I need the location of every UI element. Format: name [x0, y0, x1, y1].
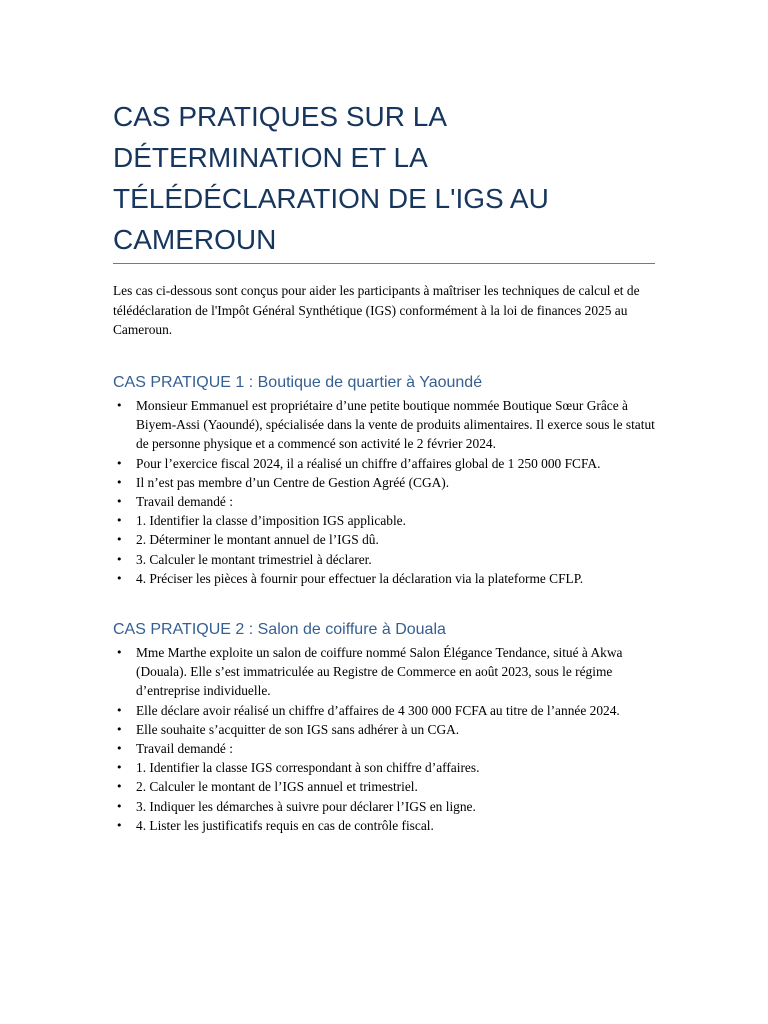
- bullet-icon: •: [116, 495, 123, 509]
- list-item-text: 1. Identifier la classe d’imposition IGS applicable.: [136, 513, 406, 529]
- intro-paragraph: Les cas ci-dessous sont conçus pour aider les participants à maîtriser les techniques de calcul et de télédéclaration de l'Impôt Général Synthétique (IGS) conformément à la loi de finances 2025 au Cameroun.: [113, 283, 640, 337]
- list-item-text: Pour l’exercice fiscal 2024, il a réalisé un chiffre d’affaires global de 1 250 000 FCFA.: [136, 455, 601, 471]
- list-item: [113, 550, 658, 569]
- list-item-text: 3. Calculer le montant trimestriel à déclarer.: [136, 551, 372, 567]
- list-item: [113, 797, 658, 816]
- bullet-icon: •: [116, 761, 123, 775]
- list-item: [113, 643, 658, 701]
- bullet-icon: •: [116, 818, 123, 832]
- case-2-heading: CAS PRATIQUE 2 : Salon de coiffure à Douala: [113, 621, 446, 638]
- case-1-heading: CAS PRATIQUE 1 : Boutique de quartier à Yaoundé: [113, 374, 483, 391]
- bullet-icon: •: [116, 780, 123, 794]
- list-item: [113, 530, 658, 549]
- list-item-text: Travail demandé :: [136, 494, 233, 510]
- list-item-text: 3. Indiquer les démarches à suivre pour déclarer l’IGS en ligne.: [136, 798, 476, 814]
- list-item: [113, 777, 658, 796]
- bullet-icon: •: [116, 475, 123, 489]
- title-underline: [113, 263, 655, 264]
- list-item-text: Travail demandé :: [136, 741, 233, 757]
- list-item: [113, 569, 658, 588]
- list-item: [113, 492, 658, 511]
- bullet-icon: •: [116, 514, 123, 528]
- list-item-text: Mme Marthe exploite un salon de coiffure nommé Salon Élégance Tendance, situé à Akwa (Douala). Elle s’est immatriculée au Registre de Commerce en août 2023, sous le régime d’entreprise individuelle.: [136, 645, 623, 699]
- list-item: [113, 758, 658, 777]
- document-title: CAS PRATIQUES SUR LA DÉTERMINATION ET LA TÉLÉDÉCLARATION DE L'IGS AU CAMEROUN: [113, 101, 549, 255]
- case-1-list: [113, 396, 658, 588]
- list-item-text: Elle souhaite s’acquitter de son IGS sans adhérer à un CGA.: [136, 721, 460, 737]
- bullet-icon: •: [116, 571, 123, 585]
- list-item: [113, 739, 658, 758]
- bullet-icon: •: [116, 456, 123, 470]
- bullet-icon: •: [116, 399, 123, 412]
- list-item-text: 4. Lister les justificatifs requis en cas de contrôle fiscal.: [136, 817, 434, 833]
- list-item: [113, 454, 658, 473]
- case-2-list: [113, 643, 658, 835]
- bullet-icon: •: [116, 552, 123, 566]
- list-item-text: 4. Préciser les pièces à fournir pour effectuer la déclaration via la plateforme CFLP.: [136, 570, 584, 586]
- list-item: [113, 396, 658, 454]
- list-item: [113, 701, 658, 720]
- list-item: [113, 720, 658, 739]
- list-item-text: 2. Déterminer le montant annuel de l’IGS dû.: [136, 532, 379, 548]
- bullet-icon: •: [116, 742, 123, 756]
- bullet-icon: •: [116, 533, 123, 547]
- list-item: [113, 511, 658, 530]
- list-item-text: Il n’est pas membre d’un Centre de Gestion Agréé (CGA).: [136, 474, 450, 490]
- list-item-text: 2. Calculer le montant de l’IGS annuel et trimestriel.: [136, 779, 418, 795]
- list-item-text: Elle déclare avoir réalisé un chiffre d’affaires de 4 300 000 FCFA au titre de l’année 2024.: [136, 702, 620, 718]
- list-item-text: Monsieur Emmanuel est propriétaire d’une petite boutique nommée Boutique Sœur Grâce à Biyem-Assi (Yaoundé), spécialisée dans la vente de produits alimentaires. Il exerce sous le statut de personne physique et a commencé son activité le 2 février 2024.: [136, 398, 655, 452]
- bullet-icon: •: [116, 799, 123, 813]
- bullet-icon: •: [116, 722, 123, 736]
- bullet-icon: •: [116, 646, 123, 659]
- bullet-icon: •: [116, 703, 123, 717]
- list-item-text: 1. Identifier la classe IGS correspondant à son chiffre d’affaires.: [136, 760, 480, 776]
- list-item: [113, 473, 658, 492]
- list-item: [113, 816, 658, 835]
